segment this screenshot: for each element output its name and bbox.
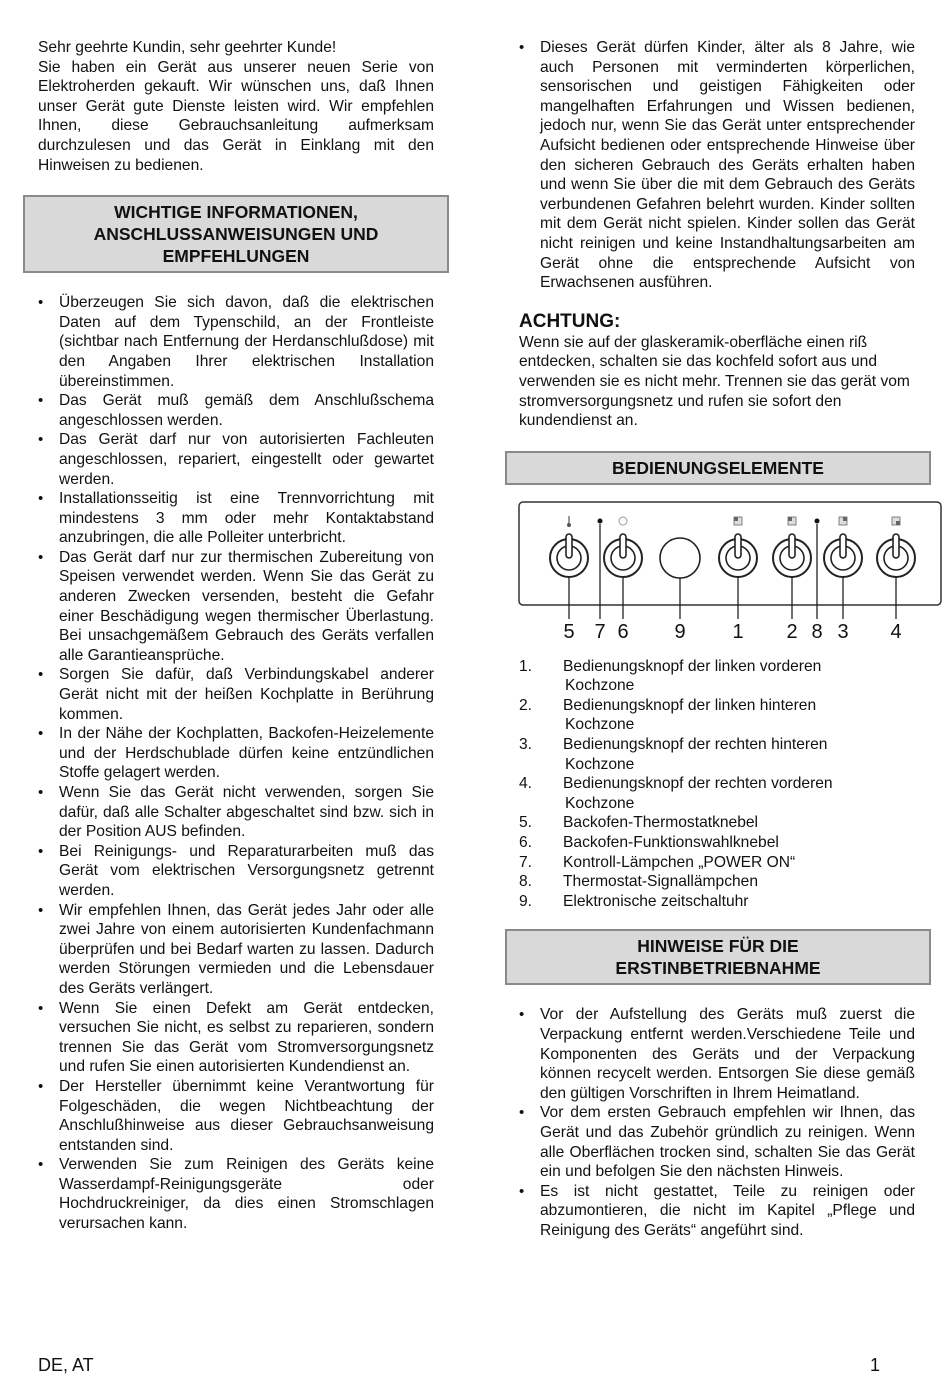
list-item: • Wenn Sie das Gerät nicht verwenden, sorgen Sie dafür, daß alle Schalter abgeschaltet sind bzw. sich in der Position AUS befinden. (38, 783, 434, 842)
legend-text: Bedienungsknopf der rechten vorderen (563, 775, 833, 793)
safety-list (38, 293, 434, 1234)
legend-text: Elektronische zeitschaltuhr (563, 892, 749, 910)
legend-num: 8. (519, 873, 533, 891)
thermostat-lamp-icon (815, 518, 820, 523)
heading-line: EMPFEHLUNGEN (162, 246, 310, 267)
legend-item (519, 872, 915, 892)
footer-page-number: 1 (870, 1355, 881, 1375)
legend-num: 1. (519, 657, 533, 675)
legend-text: Kontroll-Lämpchen „POWER ON“ (563, 853, 796, 871)
achtung-title: ACHTUNG: (519, 310, 621, 332)
legend-text: Bedienungsknopf der linken hinteren (563, 696, 817, 714)
section-heading-erstinbetriebnahme (505, 929, 931, 985)
legend-text-cont: Kochzone (565, 755, 635, 773)
left-column (38, 38, 434, 1234)
legend-num: 9. (519, 892, 533, 910)
power-on-lamp-icon (598, 518, 603, 523)
list-item: • Der Hersteller übernimmt keine Verantwortung für Folgeschäden, die wegen Nichtbeachtung der Anschlußhinweise aus dieser Gebrauchsanweisung entstanden sind. (38, 1077, 434, 1155)
diagram-label: 1 (732, 620, 744, 641)
heading-line: BEDIENUNGSELEMENTE (612, 457, 824, 478)
legend-item (519, 853, 915, 873)
legend-item (519, 774, 915, 813)
diagram-label: 4 (890, 620, 902, 641)
list-item: • Bei Reinigungs- und Reparaturarbeiten muß das Gerät vom elektrischen Versorgungsnetz getrennt werden. (38, 842, 434, 901)
legend-num: 2. (519, 696, 533, 714)
legend-num: 4. (519, 775, 533, 793)
first-use-list (519, 1005, 915, 1240)
control-panel-svg (518, 501, 944, 641)
section-heading-wichtige (23, 195, 449, 273)
legend-text: Bedienungsknopf der rechten hinteren (563, 736, 828, 754)
list-item: • Sorgen Sie dafür, daß Verbindungskabel anderer Gerät nicht mit der heißen Kochplatte in Berührung kommen. (38, 665, 434, 724)
section-heading-bedienungselemente (505, 451, 931, 485)
children-notice-list (519, 38, 915, 293)
list-item: • Überzeugen Sie sich davon, daß die elektrischen Daten auf dem Typenschild, an der Frontleiste (sichtbar nach Entfernung der Herdanschlußdose) mit den Angaben Ihrer elektrischen Installation übereinstimmen. (38, 293, 434, 391)
diagram-label: 7 (594, 620, 606, 641)
hob-zone-icon (839, 517, 847, 525)
list-item: • Verwenden Sie zum Reinigen des Geräts keine Wasserdampf-Reinigungsgeräte oder Hochdruckreiniger, da dies einen Stromschlagen verursachen kann. (38, 1155, 434, 1233)
list-item: • Wenn Sie einen Defekt am Gerät entdecken, versuchen Sie nicht, es selbst zu reparieren, sondern trennen Sie das Gerät vom Stromversorgungsnetz und rufen Sie einen autorisierten Kundendienst an. (38, 999, 434, 1077)
legend-item (519, 657, 915, 696)
legend-num: 3. (519, 736, 533, 754)
list-item: • Das Gerät muß gemäß dem Anschlußschema angeschlossen werden. (38, 391, 434, 430)
list-item: • Das Gerät darf nur zur thermischen Zubereitung von Speisen verwendet werden. Wenn Sie das Gerät zu anderen Zwecken versenden, besteht die Gefahr einer Beschädigung wegen thermischer Überlastung. Bei unsachgemäßem Gebrauch des Geräts verfallen alle Garantieansprüche. (38, 548, 434, 666)
list-item: • Vor der Aufstellung des Geräts muß zuerst die Verpackung entfernt werden.Verschiedene Teile und Komponenten des Geräts und der Verpackung können recycelt werden. Entsorgen Sie diese gemäß den gültigen Vorschriften in Ihrem Heimatland. (519, 1005, 915, 1103)
list-item: • Wir empfehlen Ihnen, das Gerät jedes Jahr oder alle zwei Jahre von einem autorisierten Kundenfachmann überprüfen und bei Bedarf warten zu lassen. Dadurch werden Störungen vermieden und die Lebensdauer des Geräts verlängert. (38, 901, 434, 999)
achtung-text: Wenn sie auf der glaskeramik-oberfläche einen riß entdecken, schalten sie das kochfeld sofort aus und verwenden sie es nicht mehr. Trennen sie das gerät vom stromversorgungsnetz und rufen sie sofort den kundendienst an. (519, 333, 910, 430)
legend-item (519, 813, 915, 833)
legend-text-cont: Kochzone (565, 716, 635, 734)
list-item: • Das Gerät darf nur von autorisierten Fachleuten angeschlossen, repariert, eingestellt oder gewartet werden. (38, 430, 434, 489)
legend-text-cont: Kochzone (565, 794, 635, 812)
list-item: • Vor dem ersten Gebrauch empfehlen wir Ihnen, das Gerät und das Zubehör gründlich zu reinigen. Wenn alle Oberflächen trocken sind, schalten Sie das Gerät ein und befolgen Sie den nächsten Hinweis. (519, 1103, 915, 1181)
hob-zone-icon (734, 517, 742, 525)
control-panel-diagram (518, 501, 944, 641)
legend-item (519, 696, 915, 735)
diagram-label: 8 (811, 620, 823, 641)
legend-text: Backofen-Funktionswahlknebel (563, 834, 779, 852)
legend-text-cont: Kochzone (565, 677, 635, 695)
diagram-label: 9 (674, 620, 686, 641)
timer-display (660, 538, 700, 578)
right-column (519, 38, 915, 1241)
legend-item (519, 833, 915, 853)
legend-item (519, 892, 915, 912)
list-item: • Installationsseitig ist eine Trennvorrichtung mit mindestens 3 mm oder mehr Kontaktabstand anzubringen, die alle Polleiter unterbricht. (38, 489, 434, 548)
heading-line: WICHTIGE INFORMATIONEN, (114, 202, 358, 223)
legend-text: Thermostat-Signallämpchen (563, 873, 759, 891)
heading-line: ANSCHLUSSANWEISUNGEN UND (93, 224, 379, 245)
diagram-label: 5 (563, 620, 575, 641)
heading-line: HINWEISE FÜR DIE (637, 936, 799, 957)
legend-item (519, 735, 915, 774)
legend-text: Bedienungsknopf der linken vorderen (563, 657, 822, 675)
legend-num: 6. (519, 834, 533, 852)
list-item: • Es ist nicht gestattet, Teile zu reinigen oder abzumontieren, die nicht im Kapitel „Pflege und Reinigung des Geräts“ angeführt sind. (519, 1182, 915, 1241)
list-item: • Dieses Gerät dürfen Kinder, älter als 8 Jahre, wie auch Personen mit verminderten körperlichen, sensorischen und geistigen Fähigkeiten oder mangelhaften Erfahrungen und Wissen bedienen, jedoch nur, wenn Sie das Gerät unter entsprechender Aufsicht bedienen oder entsprechende Hinweise über den sicheren Gebrauch des Geräts erhalten haben und wenn Sie über die mit dem Gebrauch des Geräts verbundenen Gefahren belehrt wurden. Kinder sollten mit dem Gerät nicht spielen. Kinder sollen das Gerät nicht reinigen und keine Instandhaltungsarbeiten am Gerät ohne die entsprechende Aufsicht von Erwachsenen ausführen. (519, 38, 915, 293)
legend-text: Backofen-Thermostatknebel (563, 814, 759, 832)
footer-region-code: DE, AT (38, 1355, 94, 1375)
hob-zone-icon (892, 517, 900, 525)
diagram-label: 2 (786, 620, 798, 641)
legend-num: 7. (519, 853, 533, 871)
diagram-label: 3 (837, 620, 849, 641)
list-item: • In der Nähe der Kochplatten, Backofen-Heizelemente und der Herdschublade dürfen keine entzündlichen Stoffe gelagert werden. (38, 724, 434, 783)
hob-zone-icon (788, 517, 796, 525)
controls-legend (519, 657, 915, 912)
salutation: Sehr geehrte Kundin, sehr geehrter Kunde! (38, 39, 337, 56)
legend-num: 5. (519, 814, 533, 832)
heading-line: ERSTINBETRIEBNAHME (615, 958, 821, 979)
diagram-label: 6 (617, 620, 629, 641)
intro-paragraph: Sie haben ein Gerät aus unserer neuen Serie von Elektroherden gekauft. Wir wünschen uns, daß Ihnen unser Gerät gute Dienste leisten wird. Wir empfehlen Ihnen, diese Gebrauchsanleitung aufmerksam durchzulesen und das Gerät in Einklang mit den Hinweisen zu bedienen. (38, 58, 434, 174)
